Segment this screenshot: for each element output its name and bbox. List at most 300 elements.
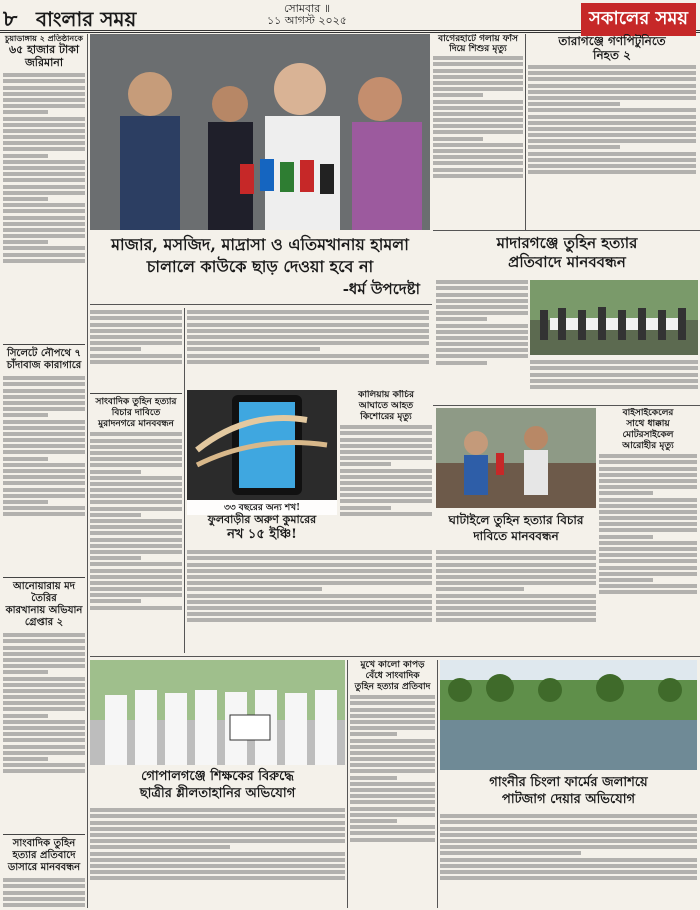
text-line [90,544,182,548]
text-line [599,498,697,502]
text-line [340,475,432,479]
text-line [3,259,85,263]
text-line [350,745,435,749]
text-line [90,575,182,579]
text-line [3,376,85,380]
story-body [340,425,432,520]
text-line [436,330,528,334]
text-line [3,395,85,399]
text-line [599,491,653,495]
text-line [440,876,697,880]
text-line [187,600,432,604]
text-line [528,84,696,88]
story-body [433,56,523,226]
long-nail-illustration [187,390,337,500]
text-line [350,776,397,780]
text-line [3,401,85,405]
text-line [440,851,581,855]
text-line [90,593,182,597]
muradnagar-story [90,308,182,658]
gangni-headline: গাংনীর চিংলা ফার্মের জলাশয়ে পাটজাগ দেয়ার অভিযোগ [489,775,648,807]
text-line [90,814,345,818]
story-body [187,310,429,388]
text-line [340,438,432,442]
text-line [187,360,429,364]
nail-photo [187,390,337,500]
text-line [90,833,345,837]
text-line [340,462,391,466]
text-line [599,454,697,458]
bagerhat-story [433,34,523,230]
text-line [599,522,697,526]
text-line [3,228,85,232]
text-line [3,469,85,473]
text-line [3,389,85,393]
text-line [3,234,85,238]
text-line [350,751,435,755]
story-headline: চুয়াডাঙ্গায় ২ প্রতিষ্ঠানকে ৬৫ হাজার টাকা জরিমানা [4,34,84,69]
text-line [187,323,429,327]
text-line [433,155,523,159]
text-line [90,519,182,523]
text-line [436,575,596,579]
text-line [3,426,85,430]
kaliya-story [340,390,432,520]
madarganj-photo [530,280,698,355]
page-header [0,0,700,33]
text-line [350,788,435,792]
text-line [3,420,85,424]
text-line [528,127,696,131]
text-line [3,751,85,755]
text-line [433,106,523,110]
text-line [433,56,523,60]
text-line [436,556,596,560]
text-line [187,612,432,616]
text-line [3,209,85,213]
text-line [350,763,435,767]
text-line [3,494,85,498]
text-line [528,133,696,137]
text-line [90,581,182,585]
story-body [528,65,696,225]
text-line [350,838,435,842]
text-line [90,599,141,603]
text-line [3,413,48,417]
farm-pond-photo [440,660,697,770]
gangni-body [440,812,697,908]
text-line [436,342,528,346]
text-line [90,513,141,517]
text-line [440,870,697,874]
text-line [3,191,85,195]
text-line [436,305,528,309]
story-body [3,631,85,831]
text-line [599,541,697,545]
text-line [90,310,182,314]
text-line [433,100,523,104]
text-line [528,121,696,125]
story-body [440,814,697,908]
text-line [436,612,596,616]
text-line [90,335,182,339]
newspaper-logo: সকালের সময় [581,3,696,36]
text-line [528,71,696,75]
text-line [599,460,697,464]
text-line [3,216,85,220]
text-line [350,825,435,829]
text-line [350,813,435,817]
text-line [90,347,141,351]
story-headline: মুখে কালো কাপড় বেঁধে সাংবাদিক তুহিন হত্যার প্রতিবাদ [354,660,431,692]
gopalganj-headline: গোপালগঞ্জে শিক্ষকের বিরুদ্ধে ছাত্রীর শ্লীলতাহানির অভিযোগ [139,769,296,801]
text-line [90,360,182,364]
text-line [350,701,435,705]
text-line [528,164,696,168]
text-line [90,432,182,436]
story-body [530,360,698,403]
text-line [3,246,85,250]
text-line [433,112,523,116]
text-line [3,481,85,485]
text-line [3,757,48,761]
text-line [530,366,698,370]
text-line [599,578,653,582]
story-body [436,550,596,653]
text-line [3,884,85,888]
text-line [3,141,85,145]
lead-body [187,308,429,388]
text-line [528,102,620,106]
text-line [350,708,435,712]
story-body [90,310,182,390]
text-line [599,566,697,570]
text-line [436,354,528,358]
text-line [440,858,697,862]
text-line [3,104,85,108]
text-line [90,507,182,511]
text-line [340,469,432,473]
text-line [90,858,345,862]
text-line [3,677,85,681]
text-line [340,456,432,460]
story-headline: সিলেটে নৌপথে ৭ চাঁদাবাজ কারাগারে [6,348,82,371]
text-line [90,827,345,831]
text-line [90,562,182,566]
text-line [187,569,432,573]
text-line [433,174,523,178]
story-headline: আনোয়ারায় মদ তৈরির কারখানায় অভিযান গ্রেপ্তার ২ [5,581,83,628]
text-line [528,145,620,149]
text-line [90,494,182,498]
story-body [3,71,85,341]
text-line [528,65,696,69]
text-line [90,488,182,492]
text-line [599,547,697,551]
text-line [3,732,85,736]
text-line [350,819,397,823]
text-line [436,581,596,585]
text-line [350,720,435,724]
text-line [3,92,85,96]
text-line [350,757,435,761]
text-line [3,197,48,201]
text-line [433,93,483,97]
text-line [3,670,48,674]
mukh-story [350,660,435,908]
story-body [90,432,182,658]
text-line [90,457,182,461]
text-line [440,845,697,849]
text-line [187,550,432,554]
text-line [599,479,697,483]
text-line [433,168,523,172]
student-protest-photo [90,660,345,765]
text-line [90,550,182,554]
text-line [187,563,432,567]
text-line [340,425,432,429]
text-line [433,149,523,153]
phulbari-body [187,548,432,653]
text-line [3,450,85,454]
text-line [3,117,85,121]
text-line [440,814,697,818]
text-line [436,594,596,598]
text-line [187,341,429,345]
text-line [530,360,698,364]
madarganj-body-2 [530,358,698,403]
text-line [433,124,523,128]
text-line [436,286,528,290]
press-conference-photo [436,408,596,508]
text-line [90,808,345,812]
text-line [528,108,696,112]
gopalganj-body [90,806,345,908]
text-line [3,891,85,895]
text-line [528,158,696,162]
text-line [350,831,435,835]
text-line [90,354,182,358]
text-line [3,512,85,516]
text-line [350,794,435,798]
text-line [433,161,523,165]
text-line [3,98,85,102]
text-line [599,467,697,471]
text-line [350,732,397,736]
text-line [436,563,596,567]
text-line [3,407,85,411]
text-line [90,864,345,868]
text-line [433,81,523,85]
text-line [3,707,85,711]
text-line [433,130,523,134]
text-line [3,154,48,158]
text-line [3,878,85,882]
story-headline: কালিয়ায় কাঁচির আঘাতে আহত কিশোরের মৃত্যু [358,390,414,422]
text-line [599,504,697,508]
text-line [440,833,697,837]
issue-date: সোমবার ॥ ১১ আগস্ট ২০২৫ [267,2,347,27]
text-line [436,280,528,284]
text-line [187,310,429,314]
text-line [433,87,523,91]
text-line [3,147,85,151]
text-line [350,714,435,718]
text-line [90,482,182,486]
page-number: ৮ [3,7,18,32]
pond-photo [440,660,697,770]
text-line [436,293,528,297]
story-body [599,454,697,653]
text-line [599,584,697,588]
text-line [3,160,85,164]
text-line [340,487,432,491]
text-line [3,457,48,461]
text-line [3,714,48,718]
text-line [187,587,322,591]
text-line [90,341,182,345]
text-line [340,481,432,485]
text-line [90,587,182,591]
text-line [433,75,523,79]
text-line [340,512,432,516]
text-line [436,324,528,328]
text-line [187,618,432,622]
text-line [350,695,435,699]
text-line [90,329,182,333]
text-line [528,96,696,100]
story-body [90,808,345,908]
text-line [3,240,48,244]
text-line [433,62,523,66]
text-line [3,253,85,257]
madarganj-headline: মাদারগঞ্জে তুহিন হত্যার প্রতিবাদে মানববন্ধন [496,234,638,271]
text-line [3,652,85,656]
text-line [436,336,528,340]
lead-photo [90,34,430,230]
text-line [90,852,345,856]
story-headline: সাংবাদিক তুহিন হত্যার বিচার দাবিতে মুরাদনগরে মানববন্ধন [95,397,177,430]
text-line [440,827,697,831]
text-line [528,115,696,119]
text-line [3,178,85,182]
text-line [90,451,182,455]
human-chain-photo [530,280,698,355]
text-line [187,556,432,560]
text-line [3,110,48,114]
ghatail-photo [436,408,596,508]
text-line [340,499,432,503]
text-line [90,821,345,825]
text-line [3,203,85,207]
text-line [3,897,85,901]
text-line [530,385,698,389]
text-line [530,373,698,377]
text-line [3,432,85,436]
text-line [3,506,85,510]
text-line [3,185,85,189]
text-line [3,172,85,176]
text-line [90,845,230,849]
text-line [3,683,85,687]
text-line [440,820,697,824]
story-headline: বাইসাইকেলের সাথে ধাক্কায় মোটরসাইকেল আরোহীর মৃত্যু [622,408,674,451]
text-line [3,639,85,643]
text-line [187,575,432,579]
text-line [530,379,698,383]
text-line [599,535,653,539]
text-line [528,170,696,174]
text-line [528,139,696,143]
text-line [599,559,697,563]
text-line [3,738,85,742]
text-line [90,463,182,467]
text-line [90,439,182,443]
story-body [350,695,435,905]
text-line [3,695,85,699]
text-line [433,118,523,122]
story-headline: সাংবাদিক তুহিন হত্যার প্রতিবাদে ডাসারে মানববন্ধন [7,838,81,873]
text-line [90,316,182,320]
text-line [433,69,523,73]
text-line [90,500,182,504]
text-line [3,763,85,767]
story-body [3,876,85,908]
text-line [3,500,48,504]
text-line [3,166,85,170]
text-line [3,664,85,668]
text-line [187,316,429,320]
text-line [187,594,432,598]
text-line [90,476,182,480]
text-line [187,347,320,351]
text-line [90,870,345,874]
text-line [3,222,85,226]
text-line [350,807,435,811]
bicycle-story [599,408,697,653]
text-line [599,590,697,594]
text-line [3,463,85,467]
text-line [433,137,483,141]
text-line [436,317,487,321]
text-line [436,569,596,573]
text-line [3,769,85,773]
text-line [3,129,85,133]
text-line [90,531,182,535]
text-line [436,600,596,604]
text-line [3,79,85,83]
text-line [440,839,697,843]
text-line [90,876,345,880]
text-line [340,450,432,454]
text-line [436,311,528,315]
text-line [90,323,182,327]
text-line [436,361,487,365]
text-line [3,745,85,749]
story-body [436,280,528,403]
text-line [3,123,85,127]
students-photo [90,660,345,765]
text-line [3,382,85,386]
text-line [436,587,524,591]
text-line [3,646,85,650]
story-headline: তারাগঞ্জে গণপিটুনিতে নিহত ২ [558,34,666,62]
text-line [350,769,435,773]
text-line [3,903,85,907]
taraganj-story [528,34,696,230]
text-line [187,606,432,610]
ghatail-body [436,548,596,653]
